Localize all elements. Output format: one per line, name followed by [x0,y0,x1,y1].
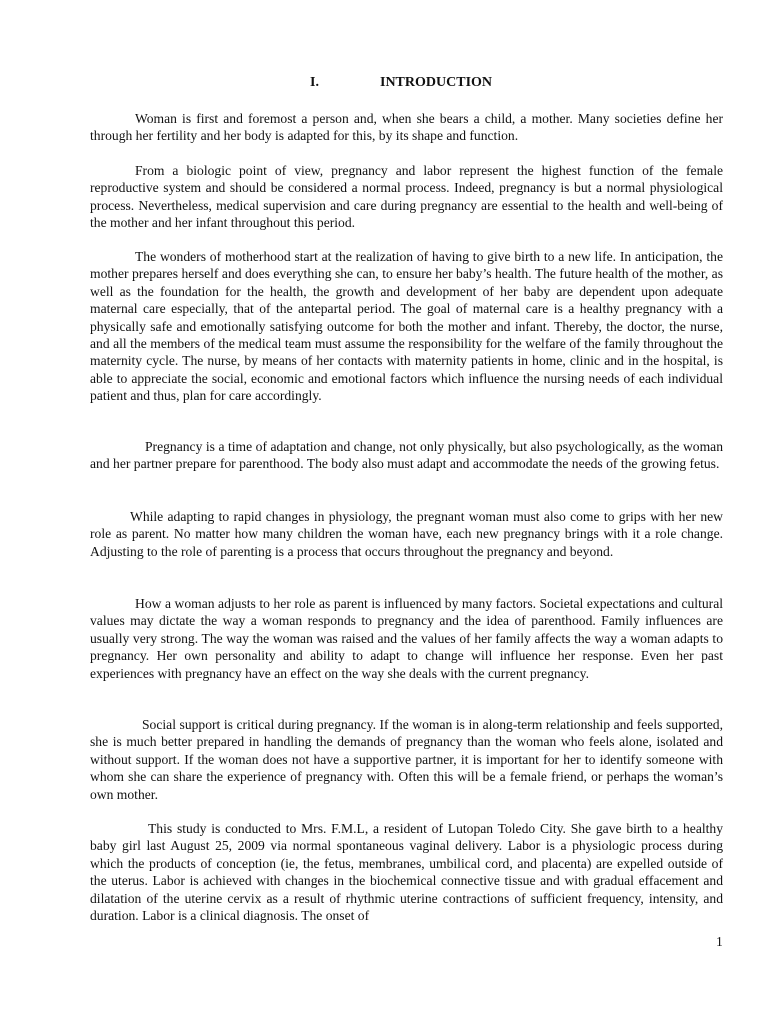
page-number: 1 [716,934,723,949]
section-title: INTRODUCTION [380,75,493,90]
paragraph-3: The wonders of motherhood start at the realization of having to give birth to a new life. In anticipation, the mother prepares herself and does everything she can, to ensure her baby’s health. The future health of the mother, as well as the foundation for the health, the growth and development of her baby are dependent upon adequate maternal care especially, that of the antepartal period. The goal of maternal care is a healthy pregnancy with a physically safe and emotionally satisfying outcome for both the mother and infant. Thereby, the doctor, the nurse, and all the members of the medical team must assume the responsibility for the welfare of the family throughout the maternity cycle. The nurse, by means of her contacts with maternity patients in home, clinic and in the hospital, is able to appreciate the social, economic and emotional factors which influence the nursing needs of each individual patient and thus, plan for care accordingly. [90,249,723,404]
paragraph-2: From a biologic point of view, pregnancy and labor represent the highest function of the female reproductive system and should be considered a normal process. Indeed, pregnancy is but a normal physiological process. Nevertheless, medical supervision and care during pregnancy are essential to the health and well-being of the mother and her infant throughout this period. [90,163,723,231]
paragraph-8: This study is conducted to Mrs. F.M.L, a resident of Lutopan Toledo City. She gave birth to a healthy baby girl last August 25, 2009 via normal spontaneous vaginal delivery. Labor is a physiologic process during which the products of conception (ie, the fetus, membranes, umbilical cord, and placenta) are expelled outside of the uterus. Labor is achieved with changes in the biochemical connective tissue and with gradual effacement and dilatation of the uterine cervix as a result of rhythmic uterine contractions of sufficient frequency, intensity, and duration. Labor is a clinical diagnosis. The onset of [90,821,723,924]
section-heading [310,75,492,91]
paragraph-1: Woman is first and foremost a person and, when she bears a child, a mother. Many societies define her through her fertility and her body is adapted for this, by its shape and function. [90,111,723,144]
paragraph-7: Social support is critical during pregnancy. If the woman is in along-term relationship and feels supported, she is much better prepared in handling the demands of pregnancy than the woman who feels alone, isolated and without support. If the woman does not have a supportive partner, it is important for her to identify someone with whom she can share the experience of pregnancy with. Often this will be a female friend, or perhaps the woman’s own mother. [90,717,723,802]
paragraph-6: How a woman adjusts to her role as parent is influenced by many factors. Societal expectations and cultural values may dictate the way a woman responds to pregnancy and the idea of parenthood. Family influences are usually very strong. The way the woman was raised and the values of her family affects the way a woman adapts to pregnancy. Her own personality and ability to adapt to change will influence her response. Even her past experiences with pregnancy have an effect on the way she deals with the current pregnancy. [90,596,723,681]
paragraph-4: Pregnancy is a time of adaptation and change, not only physically, but also psychologically, as the woman and her partner prepare for parenthood. The body also must adapt and accommodate the needs of the growing fetus. [90,439,723,472]
paragraph-5: While adapting to rapid changes in physiology, the pregnant woman must also come to grips with her new role as parent. No matter how many children the woman have, each new pregnancy brings with it a role change. Adjusting to the role of parenting is a process that occurs throughout the pregnancy and beyond. [90,509,723,559]
section-number: I. [310,75,319,90]
